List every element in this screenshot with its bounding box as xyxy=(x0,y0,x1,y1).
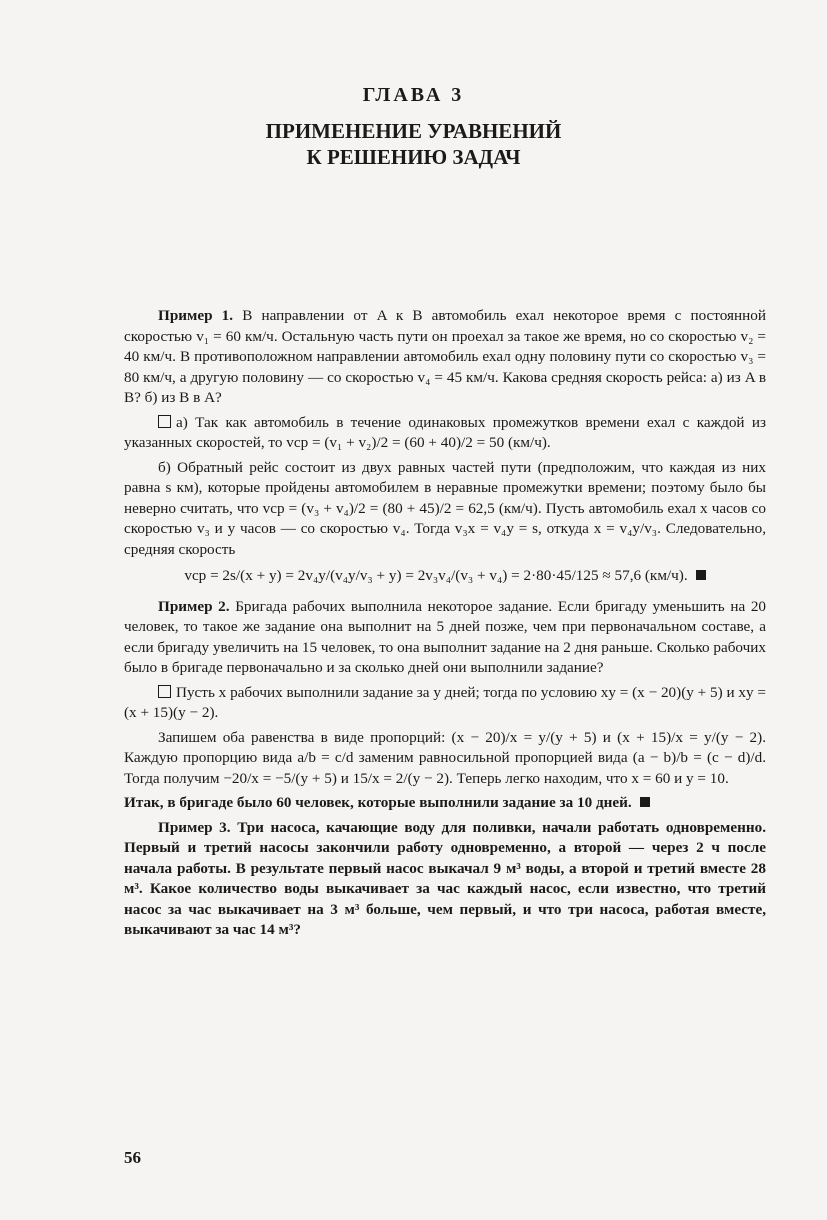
end-of-proof-square-icon xyxy=(640,797,650,807)
example-2-solution-text: Пусть x рабочих выполнили задание за y дней; тогда по условию xy = (x − 20)(y + 5) и xy = (x + 15)(y − 2). xyxy=(124,683,766,721)
example-1-text: В направлении от A к B автомобиль ехал некоторое время с постоянной скоростью v₁ = 60 км/ч. Остальную часть пути он проехал за такое же время, но со скоростью v₂ = 40 км/ч. В противоположном направлении автомобиль ехал одну половину пути со скоростью v₃ = 80 км/ч, а другую половину — со скоростью v₄ = 45 км/ч. Какова средняя скорость рейса: а) из A в B? б) из B в A? xyxy=(124,307,766,406)
example-2-answer xyxy=(124,793,766,814)
end-of-proof-square-icon xyxy=(696,570,706,580)
chapter-heading: ГЛАВА 3 xyxy=(362,84,465,106)
chapter-title-line2: К РЕШЕНИЮ ЗАДАЧ xyxy=(306,145,521,169)
example-1-formula xyxy=(124,566,766,587)
example-1-solution-a xyxy=(124,413,766,454)
example-3-label: Пример 3. xyxy=(158,818,231,836)
chapter-title xyxy=(0,118,827,170)
page-number: 56 xyxy=(124,1148,141,1167)
example-1-statement xyxy=(124,306,766,409)
chapter-title-line1: ПРИМЕНЕНИЕ УРАВНЕНИЙ xyxy=(265,119,562,143)
example-1-solution-a-text: а) Так как автомобиль в течение одинаковых промежутков времени ехал с каждой из указанных скоростей, то vср = (v₁ + v₂)/2 = (60 + 40)/2 = 50 (км/ч). xyxy=(124,413,766,451)
example-2-answer-text: Итак, в бригаде было 60 человек, которые выполнили задание за 10 дней. xyxy=(124,794,632,811)
example-2-solution-start xyxy=(124,683,766,724)
example-2-proportions: Запишем оба равенства в виде пропорций: (x − 20)/x = y/(y + 5) и (x + 15)/x = y/(y − 2). Каждую пропорцию вида a/b = c/d заменим равносильной пропорцией вида (a − b)/b = (c − d)/d. Тогда получим −20/x = −5/(y + 5) и 15/x = 2/(y − 2). Теперь легко находим, что x = 60 и y = 10. xyxy=(124,728,766,787)
solution-start-square-icon xyxy=(158,685,171,698)
example-1-label: Пример 1. xyxy=(158,307,234,324)
example-2-label: Пример 2. xyxy=(158,597,230,615)
example-3-text: Три насоса, качающие воду для поливки, начали работать одновременно. Первый и третий насосы закончили работу одновременно, а второй — через 2 ч после начала работы. В результате первый насос выкачал 9 м³ воды, а второй и третий вместе 28 м³. Какое количество воды выкачивает за час каждый насос, если известно, что третий насос за час выкачивает на 3 м³ больше, чем первый, и что три насоса, работая вместе, выкачивают за час 14 м³? xyxy=(124,818,766,938)
example-2-text: Бригада рабочих выполнила некоторое задание. Если бригаду уменьшить на 20 человек, то такое же задание она выполнит на 5 дней позже, чем при первоначальном составе, а если бригаду увеличить на 15 человек, то она выполнит задание на 2 дня раньше. Сколько рабочих было в бригаде первоначально и за сколько дней они выполнили задание? xyxy=(124,597,767,676)
example-2-statement xyxy=(124,597,766,679)
solution-start-square-icon xyxy=(158,415,171,428)
example-1-formula-text: vср = 2s/(x + y) = 2v₄y/(v₄y/v₃ + y) = 2v₃v₄/(v₃ + v₄) = 2·80·45/125 ≈ 57,6 (км/ч). xyxy=(184,567,688,584)
example-3-statement xyxy=(124,818,766,941)
example-1-solution-b: б) Обратный рейс состоит из двух равных частей пути (предположим, что каждая из них равна s км), которые пройдены автомобилем в неравные промежутки времени; поэтому было бы неверно считать, что vср = (v₃ + v₄)/2 = (80 + 45)/2 = 62,5 (км/ч). Пусть автомобиль ехал x часов со скоростью v₃ и y часов — со скоростью v₄. Тогда v₃x = v₄y = s, откуда x = v₄y/v₃. Следовательно, средняя скорость xyxy=(124,458,766,558)
page-body xyxy=(124,306,766,945)
